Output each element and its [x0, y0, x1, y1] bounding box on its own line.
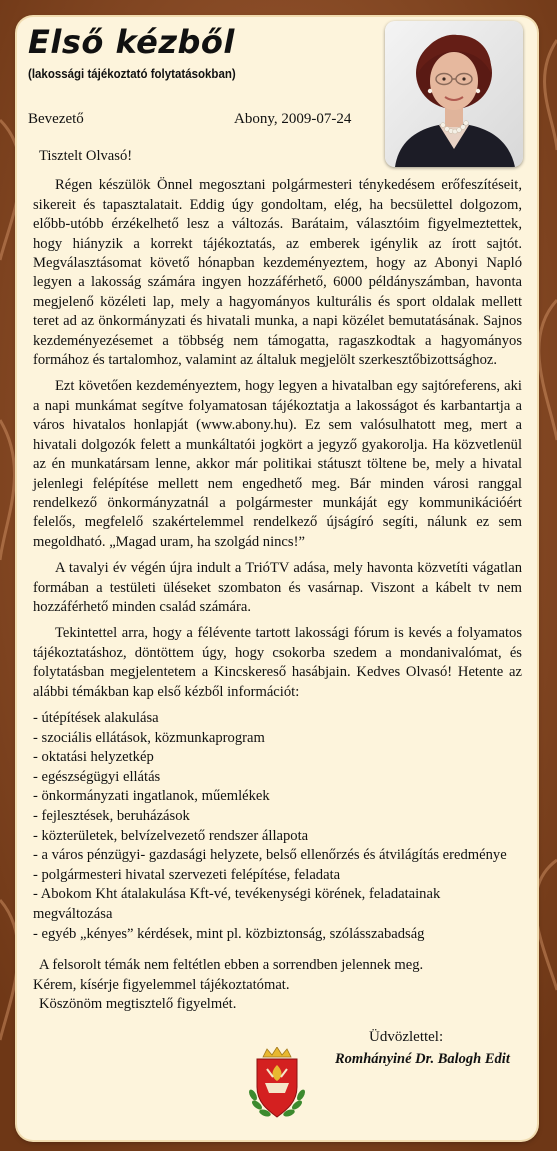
closing-lines	[33, 956, 522, 1014]
topic-list	[33, 709, 522, 944]
list-item: - egészségügyi ellátás	[33, 768, 161, 785]
list-item: - oktatási helyzetkép	[33, 749, 154, 766]
paragraph-1: Régen készülök Önnel megosztani polgármesteri ténykedésem erőfeszítéseit, sikereit és tapasztalatait. Eddig úgy gondoltam, elég, ha becsülettel dolgozom, előbb-utóbb érzékelhető lesz a változás. Barátaim, választóim figyelmeztettek, hogy hiányzik a korrekt tájékoztatás, az emberek igénylik az írott sajtót. Megválasztásomat követő hónapban kezdeményeztem, hogy az Abonyi Napló legyen a lakosság számára ingyen hozzáférhető, 6000 példányszámban, havonta megjelenő közéleti lap, mely a hagyományos kulturális és sport oldalak mellett teret ad az önkormányzati és hivatali munka, a napi közélet bemutatásának. Sajnos kezdeményezésemet a többség nem támogatta, ragaszkodtak a hagyományos formához és tartalomhoz, valamint az általuk megjelölt szerkesztőbizottsághoz.	[33, 177, 522, 369]
portrait-photo	[385, 21, 523, 167]
signature: Romhányiné Dr. Balogh Edit	[335, 1051, 510, 1067]
list-item: - egyéb „kényes” kérdések, mint pl. közbiztonság, szólásszabadság	[33, 925, 425, 942]
list-item: - útépítések alakulása	[33, 709, 159, 726]
greeting: Üdvözlettel:	[369, 1029, 444, 1045]
page-title: Első kézből	[28, 23, 235, 61]
closing-line-2: Kérem, kísérje figyelemmel tájékoztatómat.	[33, 976, 290, 993]
paragraph-3: A tavalyi év végén újra indult a TrióTV adása, mely havonta közvetíti vágatlan formában a testületi üléseket szombaton és vasárnap. Viszont a kábelt tv nem hozzáférhető minden család számára.	[33, 560, 522, 615]
list-item: - fejlesztések, beruházások	[33, 807, 190, 824]
section-label: Bevezető	[28, 111, 84, 127]
list-item: - a város pénzügyi- gazdasági helyzete, belső ellenőrzés és átvilágítás eredménye	[33, 847, 507, 864]
list-item: - polgármesteri hivatal szervezeti felépítése, feladata	[33, 866, 341, 883]
page-subtitle: (lakossági tájékoztató folytatásokban)	[28, 67, 236, 81]
salutation: Tisztelt Olvasó!	[39, 148, 133, 164]
list-item: - önkormányzati ingatlanok, műemlékek	[33, 788, 270, 805]
letter-panel	[17, 17, 537, 1140]
place-date: Abony, 2009-07-24	[234, 111, 352, 127]
letter-body	[33, 147, 522, 1014]
closing-line-1: A felsorolt témák nem feltétlen ebben a sorrendben jelennek meg.	[39, 957, 424, 974]
closing-line-3: Köszönöm megtisztelő figyelmét.	[39, 995, 237, 1012]
paragraph-4: Tekintettel arra, hogy a félévente tartott lakossági fórum is kevés a folyamatos tájékoztatáshoz, döntöttem úgy, hogy csokorba szedem a mondanivalómat, és folytatásban megjelentetem a Kincskereső hasábjain. Kedves Olvasó! Hetente az alábbi témákban kap első kézből információt:	[33, 625, 522, 700]
coat-of-arms-icon	[245, 1047, 309, 1123]
list-item: - közterületek, belvízelvezető rendszer állapota	[33, 827, 309, 844]
list-item: - szociális ellátások, közmunkaprogram	[33, 729, 265, 746]
paragraph-2: Ezt követően kezdeményeztem, hogy legyen a hivatalban egy sajtóreferens, aki a napi munkámat segítve folyamatosan tájékoztatja a lakosságot és karbantartja a város hivatalos honlapját (www.abony.hu). Ez sem valósulhatott meg, mert a hivatali dolgozók felett a munkáltatói jogkört a jegyző gyakorolja. Ha közvetlenül az én munkatársam lenne, akkor már politikai státuszt töltene be, mely a hivatal jelenlegi felépítése mellett nem engedhető meg. Bár minden városi ranggal rendelkező önkormányzatnál a polgármester munkáját egy kommunikációért felelős, megfelelő szakértelemmel rendelkező újságíró segíti, nálunk ez sem megoldható. „Magad uram, ha szolgád nincs!”	[33, 378, 522, 550]
list-item: - Abokom Kht átalakulása Kft-vé, tevékenységi körének, feladatainak megváltozása	[33, 886, 441, 922]
